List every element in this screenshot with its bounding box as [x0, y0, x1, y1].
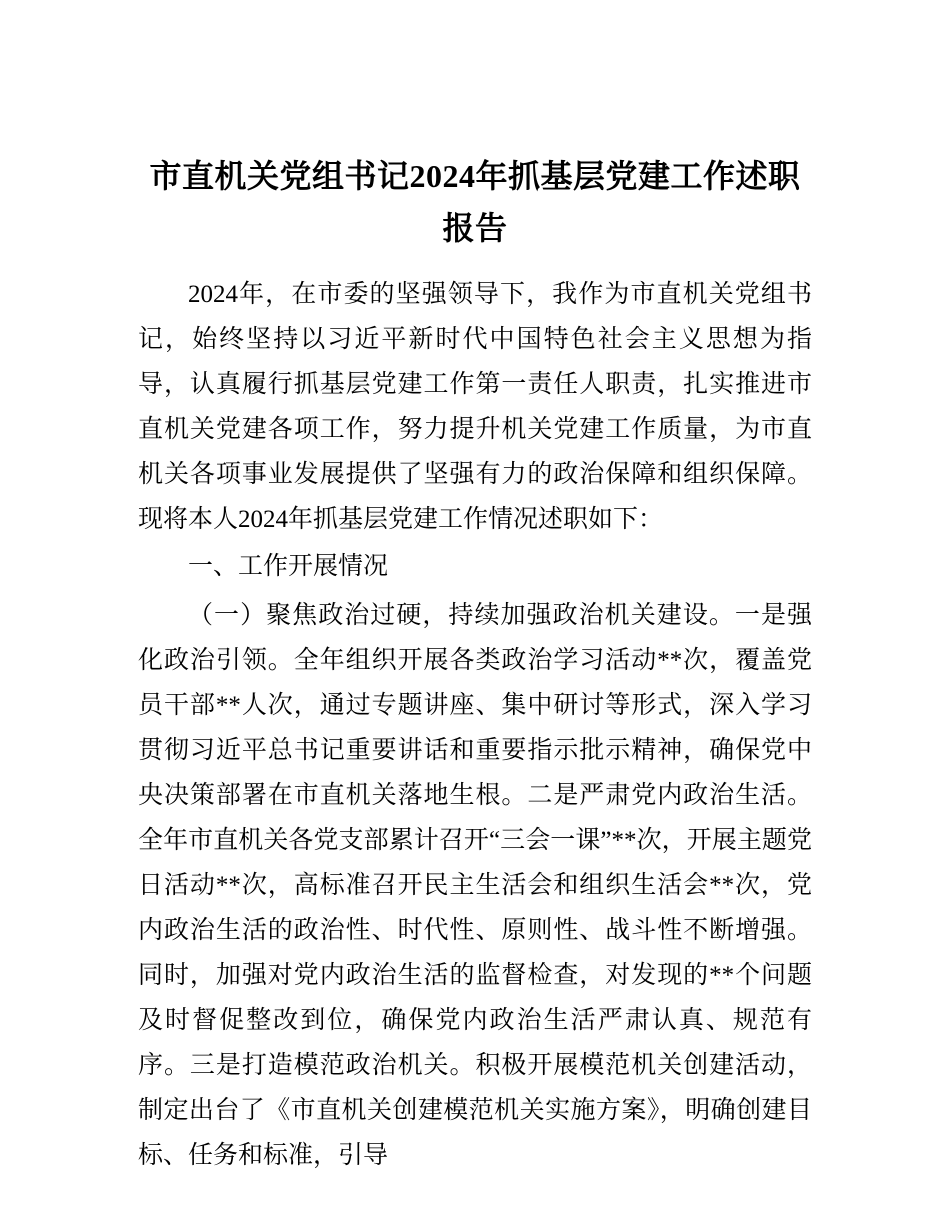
section-heading-work-progress: 一、工作开展情况	[188, 553, 389, 580]
paragraph-section-one: （一）聚焦政治过硬，持续加强政治机关建设。一是强化政治引领。全年组织开展各类政治学习活动**次，覆盖党员干部**人次，通过专题讲座、集中研讨等形式，深入学习贯彻习近平总书记重要讲话和重要指示批示精神，确保党中央决策部署在市直机关落地生根。二是严肃党内政治生活。全年市直机关各党支部累计召开“三会一课”**次，开展主题党日活动**次，高标准召开民主生活会和组织生活会**次，党内政治生活的政治性、时代性、原则性、战斗性不断增强。同时，加强对党内政治生活的监督检查，对发现的**个问题及时督促整改到位，确保党内政治生活严肃认真、规范有序。三是打造模范政治机关。积极开展模范机关创建活动，制定出台了《市直机关创建模范机关实施方案》，明确创建目标、任务和标准，引导	[138, 602, 812, 1169]
paragraph-intro: 2024年，在市委的坚强领导下，我作为市直机关党组书记，始终坚持以习近平新时代中国特色社会主义思想为指导，认真履行抓基层党建工作第一责任人职责，扎实推进市直机关党建各项工作，努力提升机关党建工作质量，为市直机关各项事业发展提供了坚强有力的政治保障和组织保障。现将本人2024年抓基层党建工作情况述职如下：	[138, 281, 812, 533]
document-title: 市直机关党组书记2024年抓基层党建工作述职报告	[149, 158, 801, 246]
